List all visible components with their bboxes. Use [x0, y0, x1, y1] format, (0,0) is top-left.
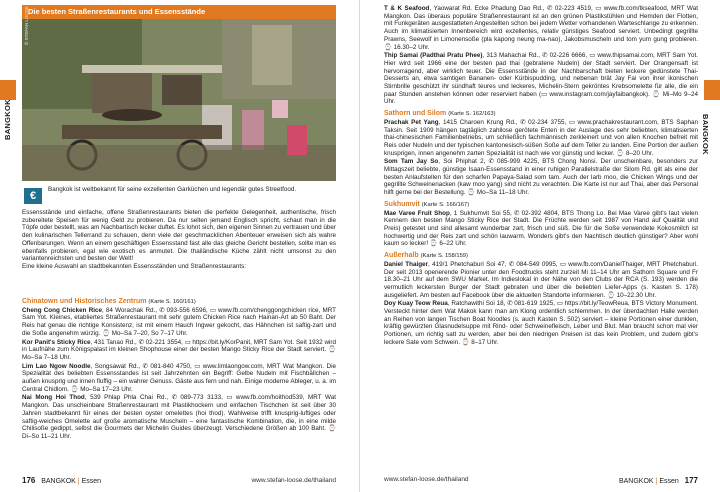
side-tab-label: BANGKOK [701, 114, 710, 155]
section-map-ref: (Karte S. 166/167) [421, 201, 470, 208]
list-item [384, 5, 698, 51]
restaurant-text: , Yaowarat Rd. Ecke Phadung Dao Rd., ✆ 02-223 4519, ▭ www.fb.com/tkseafood, MRT Wat Mangkon. Das überaus populäre Straßenrestaurant ist an den grünen Plastikstühlen und Hemden der Flotten, mit Funkgeräten ausgestatteten Angestellten schon bei jedem Wetter vorhandenen Warteschlange zu erkennen. Auch im klimatisierten Innenbereich wird exzellentes, relativ günstiges Seafood serviert. Unbedingt gegrillte Prawns, Seewolf in Limonensoße (pla kapong neung ma-nao), Jakobsmuscheln und tom yum gung probieren. ⌚ 16.30–2 Uhr. [384, 5, 698, 51]
list-item [384, 300, 698, 346]
side-tab-marker [704, 80, 720, 100]
list-item [384, 210, 698, 249]
list-item [22, 394, 336, 440]
section-heading [22, 298, 336, 307]
page-gutter [359, 0, 360, 492]
street-food-photo [22, 5, 336, 181]
footer-city: BANGKOK [618, 478, 654, 485]
restaurant-text: , 1 Sukhumvit Soi 55, ✆ 02-392 4804, BTS Thong Lo. Bei Mae Varee gibt's laut vielen Kennern den besten Mango Sticky Rice der Stadt. Die Früchte werden seit 1987 von Hand auf Qualität und Preis) getestet und sind allesamt wunderbar zart, frisch und süß. Die für die Soße verwendete Kokosmilch ist hochwertig und der Reis zart und schön lauwarm. Wonders gibt's den Nachtisch deutlich günstiger? Aber wohl kaum so lecker! ⌚ 6–22 Uhr. [384, 209, 698, 248]
restaurant-text: , 419/1 Phetchaburi Soi 47, ✆ 084-549 0995, ▭ www.fb.com/DanielThaiger, MRT Phetchaburi. Der seit 2013 operierende Pionier unter den Foodtrucks steht zurzeit Mi 11–14 Uhr am Sathorn Square und Fr 18.30–21 Uhr auf dem SWU Market. Im Indieslokal in der Nähe von den Clubs der RCA (S. 193) werden die vermutlich leckersten Burger der Stadt gebraten und über die beliebten Liefer-Apps (s. Kasten S. 178) ausgeliefert. Am besten auf Facebook über die aktuellen Standorte informieren. ⌚ 10–22.30 Uhr. [384, 260, 698, 299]
intro-body: Essensstände und einfache, offene Straßenrestaurants bieten die perfekte Gelegenheit, authentische, frisch zubereitete Speisen für wenig Geld zu probieren. Da nur selten jemand Englisch spricht, schaut man in die Töpfe oder bestellt, was am Nachbartisch lecker duftet. Es lohnt sich, den eigenen Sinnen zu vertrauen und über den kulinarischen Tellerrand zu schauen, denn viele der geschmacklichen Abenteuer erweisen sich als wahre Offenbarungen. Wenn an einem geschäftigen Essensstand fast alle das gleiche Gericht bestellen, sollte man es ebenfalls probieren, egal wie exotisch es anmutet. Die thailändische Küche zählt nicht umsonst zu den variantenreichsten und besten der Welt! [22, 209, 336, 263]
restaurant-name: Cheng Cong Chicken Rice [22, 306, 102, 314]
right-column [384, 5, 698, 348]
section-chinatown [22, 298, 336, 442]
intro-lead [48, 186, 336, 194]
footer-right-label [619, 476, 698, 485]
intro-paragraph [22, 209, 336, 271]
footer-section: Essen [81, 478, 102, 485]
footer-url[interactable]: www.stefan-loose.de/thailand [384, 476, 469, 483]
restaurant-name: T & K Seafood [384, 5, 430, 12]
footer-separator: | [77, 478, 80, 485]
restaurant-name: Nai Mong Hoi Thod [22, 394, 85, 402]
list-item [22, 363, 336, 394]
photo-caption: Die besten Straßenrestaurants und Essensstände [22, 5, 336, 19]
section-map-ref: (Karte S. 160/161) [148, 299, 196, 305]
restaurant-name: Prachak Pet Yang [384, 118, 439, 126]
section-title: Chinatown und Historisches Zentrum [22, 298, 147, 305]
section-title: Sukhumvit [384, 200, 420, 208]
section-map-ref: (Karte S. 158/159) [420, 253, 468, 260]
list-item [384, 261, 698, 300]
footer-separator: | [655, 478, 658, 485]
restaurant-text: , Soi Phiphat 2, ✆ 085-999 4225, BTS Chong Nonsi. Der unscheinbare, besonders zur Mittagszeit beliebte, günstige Isaan-Essensstand in einer ruhigen Parallelstraße der Silom Rd. gilt als eine der besten Anlaufstellen für den scharfen Papaya-Salad som tam. Auch der larb moo, die Chicken Wings und der gegrillte Schweinenacken (kaw moo yang) sind nicht zu verachten. Die Karte ist nur auf Thai, aber das Personal hilft gerne bei der Bestellung. ⌚ Mo–Sa 11–18 Uhr. [384, 158, 698, 197]
restaurant-name: Lim Lao Ngow Noodle [22, 362, 91, 370]
list-item [384, 119, 698, 158]
intro-lead-text: Bangkok ist weltbekannt für seine exzellenten Garküchen und legendär gutes Streetfood. [48, 186, 297, 193]
side-tab-left [0, 80, 16, 190]
footer-url[interactable]: www.stefan-loose.de/thailand [251, 477, 336, 484]
restaurant-text: , Ratchawithi Soi 18, ✆ 081-619 1925, ▭ https://bit.ly/TeowReua, BTS Victory Monument. Versteckt hinter dem Wat Makok kann man am Klong ordentlich schlemmen. In der überdachten Halle werden an Reihen von langen Tischen Boat Noodles (s. auch Kasten S. 502) serviert – kleine Portionen einer dunklen, kräftig gewürzten Glasnudelsuppe mit Rind- oder Schweinefleisch, Leber und Blut. Man braucht schon mal vier Portionen, um richtig satt zu werden, aber bei den niedrigen Preisen ist das kein Problem, und zudem gibt's leckere Sate vom Schwein. ⌚ 8–17 Uhr. [384, 300, 698, 346]
section-heading [384, 252, 698, 261]
section-title: Sathorn und Silom [384, 110, 447, 118]
photo-credit: © STEFAN LOOSE [24, 6, 29, 45]
side-tab-marker [0, 80, 16, 100]
list-item [22, 339, 336, 362]
footer-left [22, 476, 336, 485]
intro-tail: Eine kleine Auswahl an stadtbekannten Essensständen und Straßenrestaurants: [22, 262, 247, 270]
section-heading [384, 110, 698, 119]
restaurant-name: Kor Panit's Sticky Rice [22, 338, 91, 346]
section-map-ref: (Karte S. 162/163) [448, 111, 496, 118]
list-item [384, 158, 698, 197]
page-number: 176 [22, 476, 36, 485]
restaurant-name: Mae Varee Fruit Shop [384, 209, 450, 217]
restaurant-name: Daniel Thaiger [384, 260, 428, 268]
list-item [22, 307, 336, 338]
euro-icon: € [24, 188, 42, 204]
restaurant-text: , Songsawat Rd., ✆ 081-840 4750, ▭ www.limlaongow.com, MRT Wat Mangkon. Die Spezialität des beliebten Essensstandes ist seit Jahrzehnten ein Begriff: Gelbe Nudeln mit Fischbällchen – außen knusprig und innen fluffig – ein wahrer Genuss. Gäste aus fern und nah. Einige moderne Ableger, u. a. im Central Chidlom. ⌚ Mo–Sa 17–23 Uhr. [22, 362, 336, 393]
footer-section: Essen [659, 478, 679, 485]
side-tab-label: BANGKOK [3, 99, 12, 140]
restaurant-text: , 539 Phlap Phla Chai Rd., ✆ 089-773 3133, ▭ www.fb.com/hoithod539, MRT Wat Mangkon. Das unscheinbare Straßenrestaurant mit Plastikhockern und einfachen Tischchen ist seit über 30 Jahren stadtbekannt für eines der besten oyster omelettes (hoi thod). Wahlweise trifft knusprig-luftiges oder saftig-weiches Omelette auf große aromatische Muscheln – eine fantastische Kombination, die, in eine milde Chilisoße gedippt, selbst die Gourmets der Michelin Guides überzeugt. Verschiedene Größen ab 100 Baht. ⌚ Di–So 11–21 Uhr. [22, 394, 336, 440]
page-number: 177 [684, 476, 698, 485]
footer-right [384, 476, 698, 483]
restaurant-text: , 84 Worachak Rd., ✆ 093-556 6596, ▭ www.fb.com/chenggongchicken rice, MRT Sam Yot. Kleines, etabliertes Straßenrestaurant mit sehr gutem Chicken Rice nach Hainan-Art ab 50 Baht. Der Reis hat genau die richtige Konsistenz, ist mit einem Hauch Ingwer gekocht, das Hähnchen ist saftig-zart und die Soße angenehm würzig. ⌚ Mo–Sa 7–20, So 7–17 Uhr. [22, 306, 336, 337]
restaurant-name: Som Tam Jay So [384, 158, 439, 166]
section-title: Außerhalb [384, 252, 419, 260]
list-item [384, 52, 698, 106]
section-heading [384, 201, 698, 210]
restaurant-text: , 313 Mahachai Rd., ✆ 02-226 6666, ▭ www.thipsamai.com, MRT Sam Yot. Hier wird seit 1966 eine der besten pad thai (gebratene Nudeln) der Stadt serviert. Der Orangensaft ist hervorragend, aber wirklich teuer. Die Essensstände in der Nachbarschaft bieten leckere gedünstete Thai-Desserts an, etwa samtigen Bananen- oder Kürbispudding, und nebenan brät Jay Fai von ihrer ikonischen Stirnbrille geschützt ihr sündhaft teures und leckeres, Michelin-Stern gekröntes Krebsomelette für alle, die ein paar Stunden anstehen können oder reserviert haben (▭ www.instagram.com/jayfaibangkok). ⌚ Mi–Mo 9–24 Uhr. [384, 52, 698, 106]
restaurant-name: Doy Kuay Teow Reua [384, 300, 448, 308]
restaurant-text: , 1415 Charoen Krung Rd., ✆ 02-234 3755, ▭ www.prachakrestaurant.com, BTS Saphan Taksin. Seit 1909 hängen tagtäglich zahllose gerötete Enten in der Auslage des sehr beliebten, klimatisierten thai-chinesischen Familienbetriebs, um schließlich fachmännisch zerkleinert und von allen Knochen befreit mit Reis oder Nudeln und der typischen kantonesisch-süßen Soße auf dem Teller zu landen. Eine Portion der außen knusprigen, innen angenehm zarten Spezialität ist nach wie vor günstig und lecker. ⌚ 8–20 Uhr. [384, 118, 698, 157]
restaurant-name: Thip Samai (Padthai Pratu Phee) [384, 52, 483, 60]
restaurant-text: , 431 Tanao Rd., ✆ 02-221 3554, ▭ https://bit.ly/KorPanit, MRT Sam Yot. Seit 1932 wird in Laufnähe zum Königspalast im kleinen Shophouse einer der besten Mango Sticky Rice der Stadt serviert. ⌚ Mo–Sa 7–18 Uhr. [22, 338, 336, 361]
footer-city: BANGKOK [41, 478, 76, 485]
side-tab-right [701, 80, 720, 190]
photo-illustration [22, 5, 336, 181]
